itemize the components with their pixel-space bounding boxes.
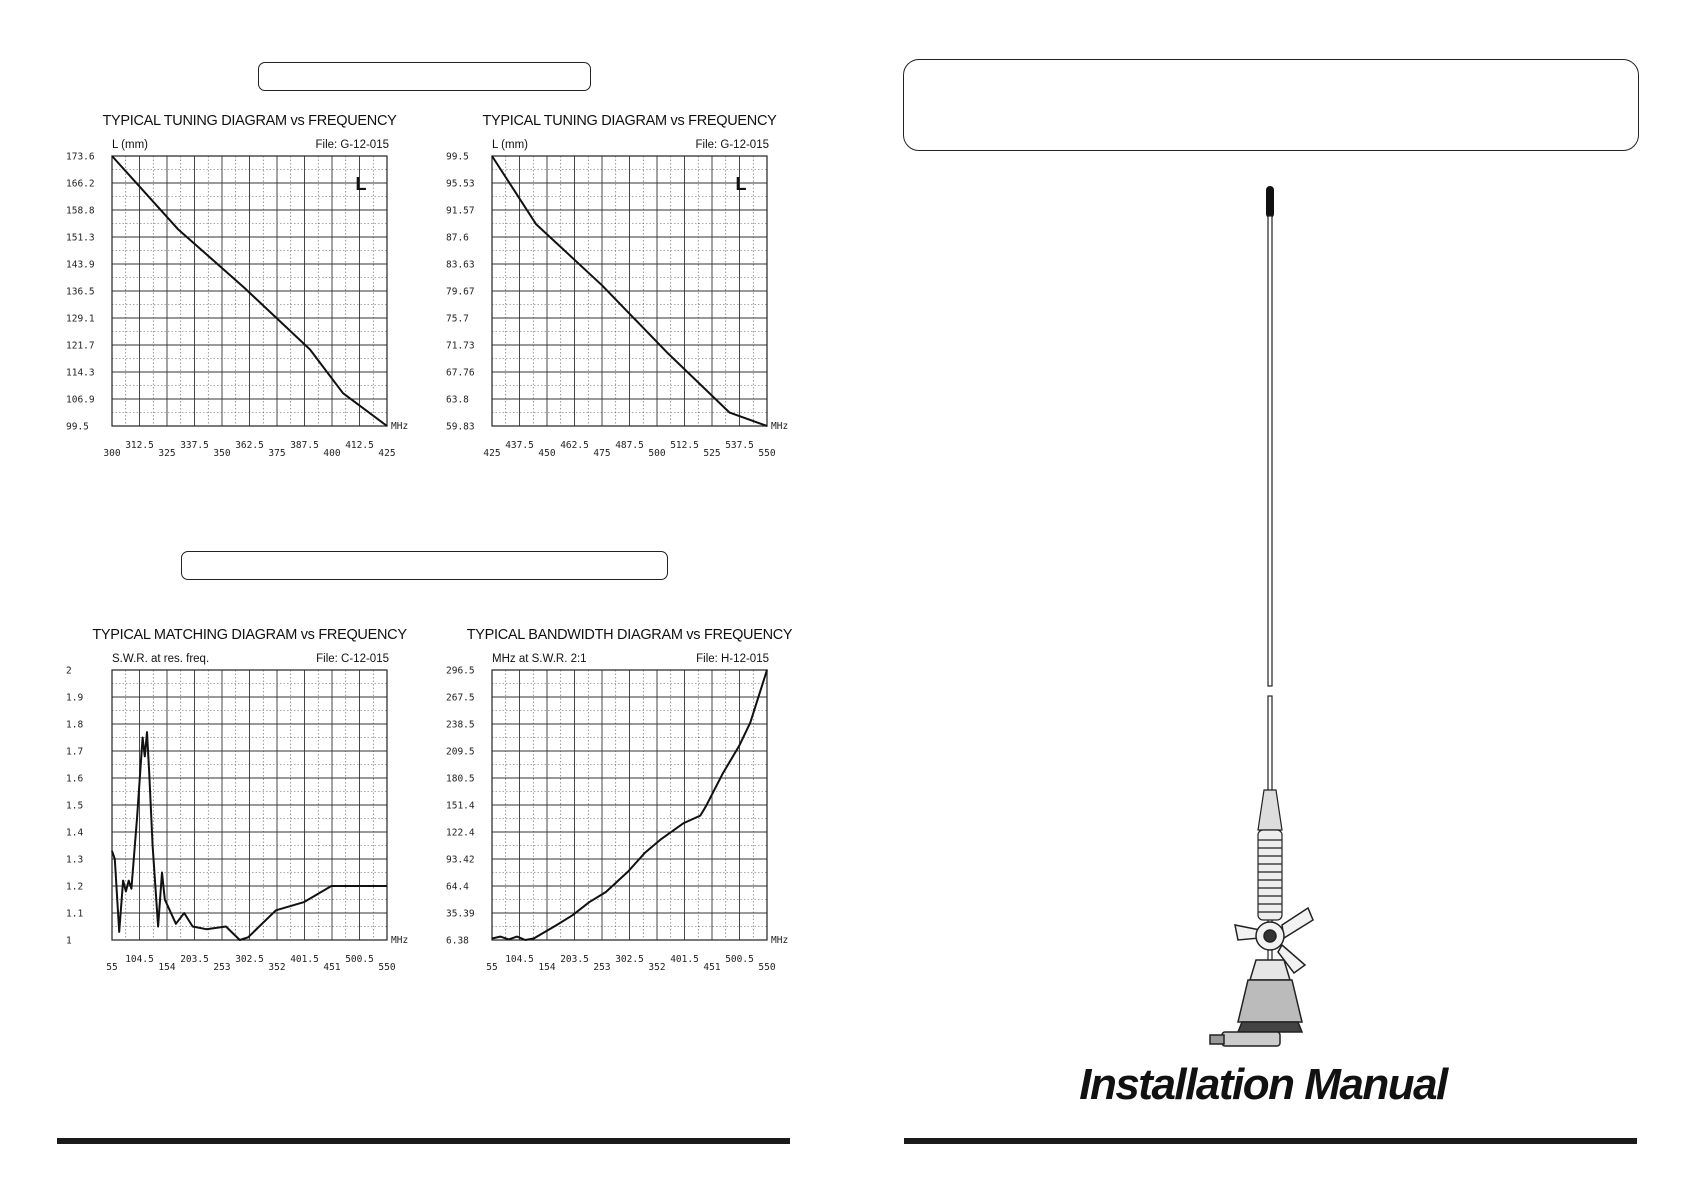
x-tick-label-minor: 387.5 [290, 440, 319, 451]
data-point [123, 880, 124, 881]
x-tick-label: 154 [158, 962, 176, 973]
y-axis-label: L (mm) [112, 139, 148, 151]
data-point [516, 936, 517, 937]
antenna-whip-upper [1268, 216, 1272, 686]
data-point [158, 926, 159, 927]
data-point [152, 845, 153, 846]
data-point [111, 850, 112, 851]
data-point [146, 732, 147, 733]
data-point [386, 425, 387, 426]
matching-section-label-box [181, 551, 668, 580]
data-point [164, 899, 165, 900]
data-point [605, 891, 606, 892]
y-tick-label: 1.1 [66, 908, 84, 920]
matching-chart [62, 620, 422, 985]
chart-title: TYPICAL TUNING DIAGRAM vs FREQUENCY [102, 113, 397, 129]
x-tick-label: 375 [268, 448, 286, 459]
data-point [303, 902, 304, 903]
y-tick-label: 75.7 [446, 313, 469, 325]
x-tick-label: 352 [268, 962, 286, 973]
data-point [739, 745, 740, 746]
y-tick-label: 1.2 [66, 881, 84, 893]
x-tick-label: 300 [103, 448, 121, 459]
data-point [309, 349, 310, 350]
x-unit-label: MHz [771, 421, 789, 432]
antenna-illustration [1190, 180, 1360, 1060]
data-point [131, 888, 132, 889]
y-tick-label: 180.5 [446, 773, 475, 785]
y-tick-label: 151.3 [66, 232, 95, 244]
chart-title: TYPICAL MATCHING DIAGRAM vs FREQUENCY [92, 627, 407, 643]
y-tick-label: 1 [66, 935, 72, 947]
data-point [722, 773, 723, 774]
y-tick-label: 59.83 [446, 421, 475, 433]
y-tick-label: 1.5 [66, 800, 84, 812]
x-tick-label: 451 [323, 962, 341, 973]
x-tick-label-minor: 337.5 [180, 440, 209, 451]
data-point [705, 806, 706, 807]
antenna-base-mount [1210, 960, 1302, 1046]
y-tick-label: 209.5 [446, 746, 475, 758]
y-tick-label: 238.5 [446, 719, 475, 731]
y-tick-label: 106.9 [66, 394, 95, 406]
data-point [144, 756, 145, 757]
y-axis-label: S.W.R. at res. freq. [112, 653, 210, 665]
y-tick-label: 267.5 [446, 692, 475, 704]
y-tick-label: 1.6 [66, 773, 84, 785]
x-tick-label-minor: 401.5 [670, 954, 699, 965]
data-point [508, 939, 509, 940]
y-tick-label: 79.67 [446, 286, 475, 298]
data-point [111, 155, 112, 156]
y-axis-label: L (mm) [492, 139, 528, 151]
data-point [386, 885, 387, 886]
data-point [644, 852, 645, 853]
y-tick-label: 1.7 [66, 746, 84, 758]
chart-marker-letter: L [355, 174, 367, 194]
antenna-spring-collar [1258, 790, 1282, 830]
y-tick-label: 143.9 [66, 259, 95, 271]
y-tick-label: 1.3 [66, 854, 84, 866]
data-point [601, 285, 602, 286]
x-tick-label-minor: 203.5 [560, 954, 589, 965]
x-tick-label: 475 [593, 448, 611, 459]
data-point [175, 923, 176, 924]
data-point [500, 936, 501, 937]
x-tick-label-minor: 462.5 [560, 440, 589, 451]
data-point [128, 880, 129, 881]
y-axis-label: MHz at S.W.R. 2:1 [492, 653, 587, 665]
y-tick-label: 296.5 [446, 665, 475, 677]
tuning-chart-high-band [442, 106, 802, 471]
data-point [142, 737, 143, 738]
y-tick-label: 93.42 [446, 854, 475, 866]
x-tick-label: 550 [378, 962, 396, 973]
right-bottom-rule [904, 1138, 1637, 1144]
data-point [125, 891, 126, 892]
data-point [766, 425, 767, 426]
x-tick-label: 425 [483, 448, 501, 459]
y-tick-label: 2 [66, 665, 72, 677]
y-tick-label: 151.4 [446, 800, 475, 812]
y-tick-label: 158.8 [66, 205, 95, 217]
x-tick-label: 425 [378, 448, 396, 459]
data-point [667, 353, 668, 354]
x-tick-label: 400 [323, 448, 341, 459]
x-tick-label: 451 [703, 962, 721, 973]
data-point [491, 938, 492, 939]
x-tick-label-minor: 487.5 [615, 440, 644, 451]
x-tick-label: 55 [486, 962, 498, 973]
x-tick-label: 55 [106, 962, 118, 973]
antenna-spring [1258, 830, 1282, 920]
data-point [248, 937, 249, 938]
x-tick-label: 450 [538, 448, 556, 459]
data-point [275, 910, 276, 911]
y-tick-label: 91.57 [446, 205, 475, 217]
data-point [525, 939, 526, 940]
x-tick-label: 525 [703, 448, 721, 459]
x-tick-label-minor: 437.5 [505, 440, 534, 451]
data-point [766, 669, 767, 670]
y-tick-label: 136.5 [66, 286, 95, 298]
data-point [359, 885, 360, 886]
y-tick-label: 35.39 [446, 908, 475, 920]
x-tick-label-minor: 500.5 [345, 954, 374, 965]
y-tick-label: 1.4 [66, 827, 84, 839]
chart-marker-letter: L [735, 174, 747, 194]
x-tick-label: 550 [758, 448, 776, 459]
file-reference: File: G-12-015 [695, 139, 769, 151]
data-point [750, 722, 751, 723]
file-reference: File: G-12-015 [315, 139, 389, 151]
x-tick-label: 500 [648, 448, 666, 459]
x-unit-label: MHz [391, 421, 409, 432]
data-point [555, 925, 556, 926]
y-tick-label: 1.8 [66, 719, 84, 731]
data-point [184, 912, 185, 913]
data-point [535, 223, 536, 224]
data-point [192, 926, 193, 927]
x-tick-label-minor: 537.5 [725, 440, 754, 451]
x-tick-label-minor: 362.5 [235, 440, 264, 451]
data-point [114, 858, 115, 859]
y-tick-label: 63.8 [446, 394, 469, 406]
x-tick-label: 253 [213, 962, 231, 973]
data-point [161, 872, 162, 873]
x-tick-label-minor: 401.5 [290, 954, 319, 965]
antenna-tip [1266, 186, 1274, 218]
y-tick-label: 83.63 [446, 259, 475, 271]
tuning-chart-low-band [62, 106, 422, 471]
data-point [661, 838, 662, 839]
x-tick-label: 550 [758, 962, 776, 973]
x-tick-label-minor: 412.5 [345, 440, 374, 451]
x-tick-label: 325 [158, 448, 176, 459]
data-point [136, 818, 137, 819]
x-tick-label-minor: 104.5 [505, 954, 534, 965]
x-tick-label-minor: 512.5 [670, 440, 699, 451]
manual-title: Installation Manual [1079, 1060, 1447, 1109]
data-point [572, 915, 573, 916]
left-bottom-rule [57, 1138, 790, 1144]
data-point [491, 155, 492, 156]
y-tick-label: 6.38 [446, 935, 469, 947]
data-point [589, 902, 590, 903]
data-point [239, 939, 240, 940]
data-point [342, 393, 343, 394]
data-point [206, 929, 207, 930]
y-tick-label: 1.9 [66, 692, 84, 704]
chart-title: TYPICAL BANDWIDTH DIAGRAM vs FREQUENCY [466, 627, 793, 643]
x-unit-label: MHz [391, 935, 409, 946]
x-tick-label: 352 [648, 962, 666, 973]
data-point [544, 931, 545, 932]
y-tick-label: 95.53 [446, 178, 475, 190]
x-tick-label-minor: 312.5 [125, 440, 154, 451]
x-unit-label: MHz [771, 935, 789, 946]
y-tick-label: 166.2 [66, 178, 95, 190]
data-point [700, 815, 701, 816]
cover-title-box [903, 59, 1639, 151]
y-tick-label: 67.76 [446, 367, 475, 379]
x-tick-label-minor: 500.5 [725, 954, 754, 965]
data-point [177, 229, 178, 230]
file-reference: File: H-12-015 [696, 653, 769, 665]
data-point [729, 412, 730, 413]
file-reference: File: C-12-015 [316, 653, 389, 665]
data-point [225, 926, 226, 927]
data-point [331, 885, 332, 886]
x-tick-label: 154 [538, 962, 556, 973]
x-tick-label-minor: 302.5 [235, 954, 264, 965]
data-point [149, 772, 150, 773]
y-tick-label: 121.7 [66, 340, 95, 352]
x-tick-label-minor: 302.5 [615, 954, 644, 965]
y-tick-label: 122.4 [446, 827, 475, 839]
y-tick-label: 87.6 [446, 232, 469, 244]
y-tick-label: 99.5 [66, 421, 89, 433]
data-point [683, 822, 684, 823]
x-tick-label: 350 [213, 448, 231, 459]
data-point [243, 287, 244, 288]
data-point [628, 871, 629, 872]
x-tick-label-minor: 104.5 [125, 954, 154, 965]
y-tick-label: 129.1 [66, 313, 95, 325]
bandwidth-chart [442, 620, 802, 985]
data-point [533, 938, 534, 939]
y-tick-label: 99.5 [446, 151, 469, 163]
y-tick-label: 64.4 [446, 881, 469, 893]
x-tick-label-minor: 203.5 [180, 954, 209, 965]
x-tick-label: 253 [593, 962, 611, 973]
y-tick-label: 71.73 [446, 340, 475, 352]
y-tick-label: 114.3 [66, 367, 95, 379]
y-tick-label: 173.6 [66, 151, 95, 163]
tuning-section-label-box [258, 62, 591, 91]
data-point [119, 931, 120, 932]
chart-title: TYPICAL TUNING DIAGRAM vs FREQUENCY [482, 113, 777, 129]
